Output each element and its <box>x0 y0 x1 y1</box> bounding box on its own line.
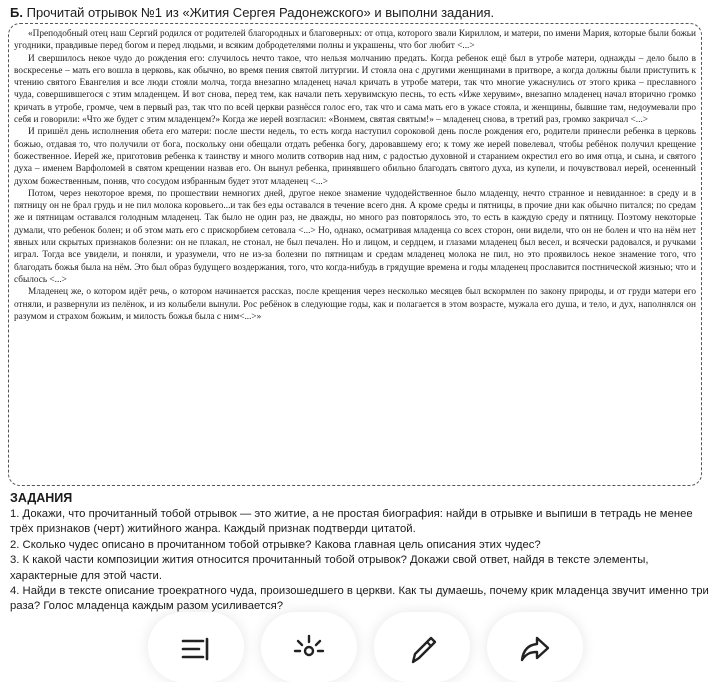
share-button[interactable] <box>487 612 583 682</box>
tasks-title: ЗАДАНИЯ <box>10 491 73 505</box>
task-item: 4. Найди в тексте описание троекратного чуда, произошедшего в церкви. Как ты думаешь, почему крик младенца звучит именно три раза? Голос младенца каждым разом усиливается? <box>10 585 709 613</box>
pencil-button[interactable] <box>374 612 470 682</box>
tasks-section <box>10 490 714 615</box>
task-item: 1. Докажи, что прочитанный тобой отрывок — это житие, а не простая биография: найди в отрывке и выпиши в тетрадь не менее трёх признаков (черт) житийного жанра. Каждый признак подтверди цитатой. <box>10 508 693 536</box>
bottom-toolbar <box>148 612 588 657</box>
excerpt-paragraph: И пришёл день исполнения обета его матери: после шести недель, то есть когда наступил сороковой день после рождения его, родители принесли ребенка в церковь божью, отдавая то, что получили от бога, поскольку они обещали отдать ребенка богу, даровавшему его; к тому же иерей повелевал, чтобы ребёнок получил крещение божественное. Иерей же, приготовив ребенка к таинству и много молитв сотворив над ним, с радостью духовной и старанием окрестил его во имя отца, и сына, и святого духа – именем Варфоломей в святом крещении назвав его. Он вынул ребенка, принявшего обильно благодать святого духа, из купели, и почувствовал иерей, осененный духом божественным, поняв, что сосудом избранным будет этот младенец <...> <box>14 127 696 187</box>
assignment-header <box>10 4 710 21</box>
task-item: 3. К какой части композиции жития относится прочитанный тобой отрывок? Докажи свой ответ, найдя в тексте элементы, характерные для этой части. <box>10 554 649 582</box>
task-item: 2. Сколько чудес описано в прочитанном тобой отрывке? Какова главная цель описания этих чудес? <box>10 538 541 551</box>
brightness-button[interactable] <box>261 612 357 682</box>
list-button[interactable] <box>148 612 244 682</box>
excerpt-paragraph: И свершилось некое чудо до рождения его: случилось нечто такое, что нельзя молчанию предать. Когда ребенок ещё был в утробе матери, однажды – дело было в воскресенье – мать его вошла в церковь, как обычно, во время пения святой литургии. И стояла она с другими женщинами в притворе, а когда должны были приступить к чтению святого Евангелия и все люди стояли молча, тогда внезапно младенец начал кричать в утробе матери, так что многие ужаснулись от этого крика – преславного чуда, совершившегося с этим младенцем. И вот снова, перед тем, как начали петь херувимскую песнь, то есть «Иже херувим», внезапно младенец начал вторично громко кричать в утробе, громче, чем в первый раз, так что по всей церкви разнёсся голос его, так что и сама мать его в ужасе стояла, и женщины, бывшие там, недоумевали про себя и говорили: «Что же будет с этим младенцем?» Когда же иерей возгласил: «Вонмем, святая святым!» – младенец снова, в третий раз, громко закричал <...> <box>14 53 696 126</box>
excerpt-paragraph: Потом, через некоторое время, по прошествии немногих дней, другое некое знамение чудодейственное было младенцу, нечто странное и невиданное: в среду и в пятницу он не брал грудь и не пил молока коровьего...и так без еды оставался в течение всего дня. А кроме среды и пятницы, в прочие дни как обычно питался; по средам же и пятницам оставался голодным младенец. Так было не один раз, не дважды, но много раз повторялось это, то есть в каждую среду и пятницу. Поэтому некоторые думали, что ребенок болен; и об этом мать его с прискорбием сетовала <...> Но, однако, осматривая младенца со всех сторон, они видели, что он не болен и что на нём нет явных или скрытых признаков болезни: он не плакал, не стонал, не был печален. Но и лицом, и сердцем, и глазами младенец был весел, и всячески радовался, и ручками играл. Тогда все увидели, и поняли, и уразумели, что не из-за болезни по пятницам и средам младенец молока не пил, но это проявилось некое знамение того, что благодать божья была на нём. Это был образ будущего воздержания, того, что когда-нибудь в грядущие времена и годы младенец прославится постнической жизнью; что и сбылось <...> <box>14 188 696 285</box>
header-text: Прочитай отрывок №1 из «Жития Сергея Радонежского» и выполни задания. <box>26 5 495 20</box>
share-icon <box>518 632 552 666</box>
section-label: Б. <box>10 5 23 20</box>
list-icon <box>179 632 213 666</box>
excerpt-paragraph: «Преподобный отец наш Сергий родился от родителей благородных и благоверных: от отца, которого звали Кириллом, и матери, по имени Мария, которые были божьи угодники, правдивые перед богом и перед людьми, и всяким добродетелями полны и украшены, что бог любит <...> <box>14 29 696 52</box>
excerpt-box <box>8 23 702 486</box>
excerpt-paragraph: Младенец же, о котором идёт речь, о котором начинается рассказ, после крещения через несколько месяцев был вскормлен по закону природы, и от груди матери его отняли, и развернули из пелёнок, и из колыбели вынули. Рос ребёнок в следующие годы, как и полагается в этом возрасте, мужала его душа, и тело, и дух, наполнялся он разумом и страхом божьим, и милость божья была с ним<...>» <box>14 287 696 322</box>
brightness-icon <box>292 632 326 666</box>
pencil-icon <box>405 632 439 666</box>
